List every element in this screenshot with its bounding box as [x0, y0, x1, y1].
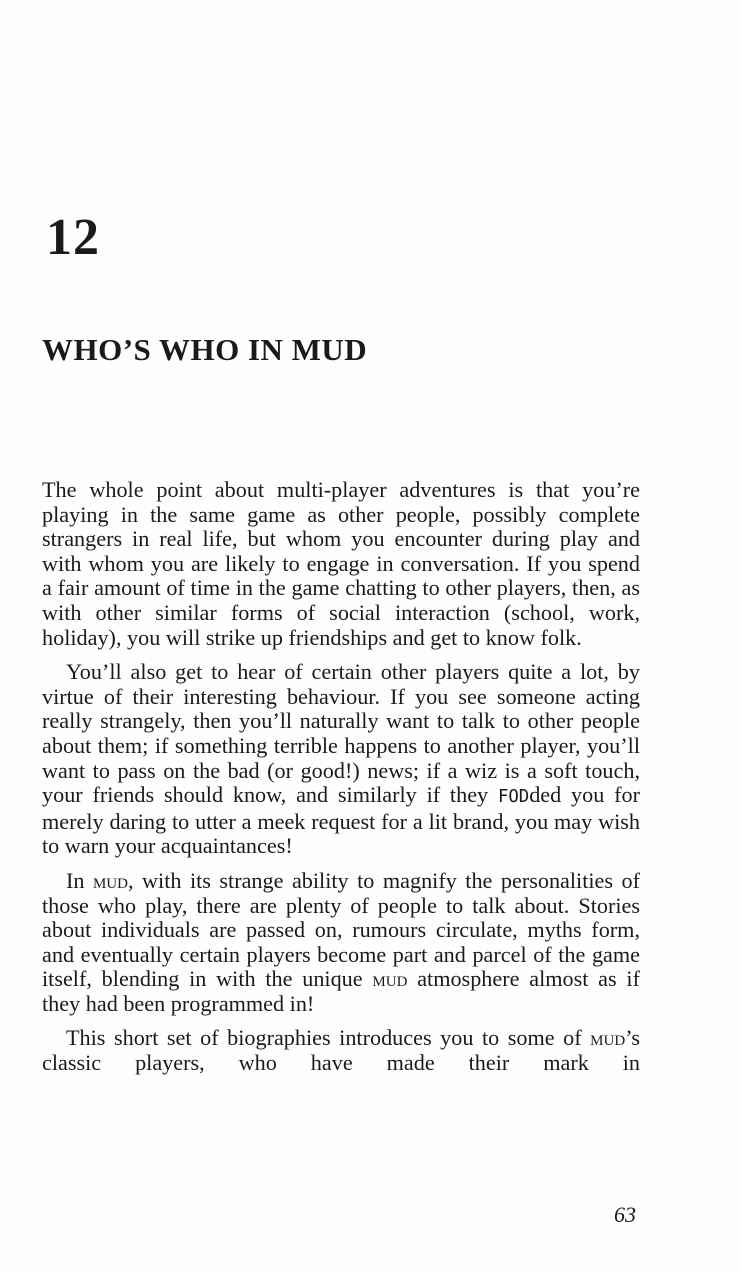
- page-number: 63: [614, 1202, 636, 1227]
- paragraph-3-text-a: In: [66, 867, 93, 893]
- mud-smallcaps-2: mud: [372, 967, 408, 992]
- paragraph-3-text-b: , with its strange ability to magnify the personalities of those who play, there are plenty of people to talk about. Stories about individuals are passed on, rumours circulate, myths form, and eventually certain players become part and parcel of the game itself, blending in with the unique: [42, 867, 640, 992]
- paragraph-3: [42, 869, 640, 1017]
- paragraph-3-text-c: atmosphere almost as if they had been programmed in!: [42, 966, 640, 1016]
- paragraph-2-text-b: ded you for merely daring to utter a meek request for a lit brand, you may wish to warn your acquaintances!: [42, 782, 640, 859]
- fod-command: FOD: [497, 787, 530, 808]
- chapter-title: WHO’S WHO IN MUD: [42, 332, 368, 367]
- paragraph-1: [42, 478, 640, 650]
- paragraph-2-text-a: You’ll also get to hear of certain other players quite a lot, by virtue of their interesting behaviour. If you see someone acting really strangely, then you’ll naturally want to talk to other people about them; if something terrible happens to another player, you’ll want to pass on the bad (or good!) news; if a wiz is a soft touch, your friends should know, and similarly if they: [42, 659, 640, 808]
- mud-smallcaps-3: mud: [590, 1026, 626, 1051]
- mud-smallcaps-1: mud: [92, 868, 128, 893]
- body-text: [42, 478, 640, 1076]
- paragraph-4: [42, 1026, 640, 1075]
- paragraph-1-text: The whole point about multi-player adventures is that you’re playing in the same game as other people, possibly complete strangers in real life, but whom you encounter during play and with whom you are likely to engage in conversation. If you spend a fair amount of time in the game chatting to other players, then, as with other similar forms of social interaction (school, work, holiday), you will strike up friendships and get to know folk.: [42, 477, 640, 650]
- paragraph-4-text-a: This short set of biographies introduces you to some of: [66, 1025, 591, 1051]
- chapter-number: 12: [46, 209, 100, 266]
- paragraph-2: [42, 660, 640, 859]
- paragraph-4-text-b: ’s classic players, who have made their mark in: [42, 1025, 640, 1076]
